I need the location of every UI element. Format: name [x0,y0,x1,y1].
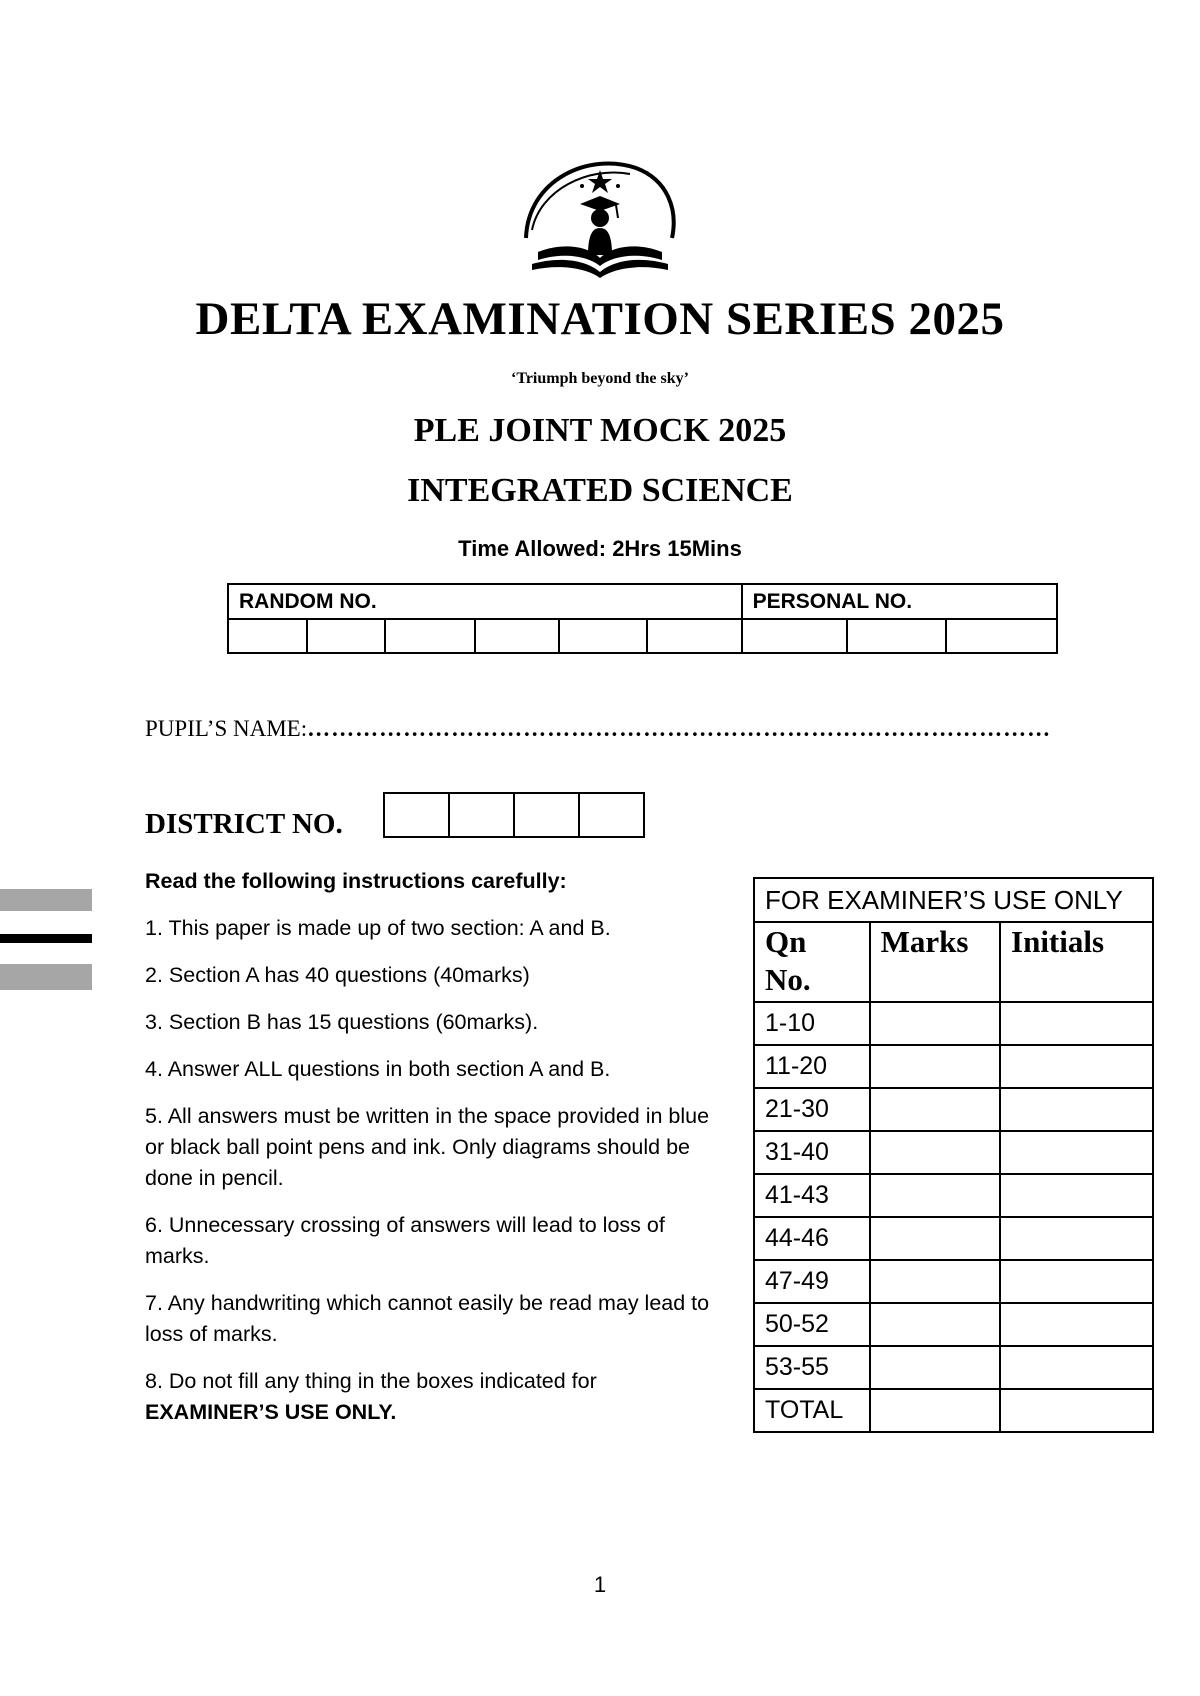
initials-cell[interactable] [1000,1303,1153,1346]
instruction-item: 5. All answers must be written in the space provided in blue or black ball point pens and ink. Only diagrams should be done in pencil. [145,1104,710,1190]
instruction-item: 7. Any handwriting which cannot easily be read may lead to loss of marks. [145,1291,710,1346]
column-header-qn-line2: No. [765,962,811,997]
column-header-initials: Initials [1000,922,1153,1002]
personal-number-label: PERSONAL NO. [742,584,1057,619]
question-range-cell: 47-49 [754,1260,870,1303]
question-range-cell: 11-20 [754,1045,870,1088]
instruction-item: 3. Section B has 15 questions (60marks). [145,1010,539,1034]
examiner-use-table [753,877,1154,1433]
instruction-item-bold: EXAMINER’S USE ONLY. [145,1400,397,1424]
instruction-item: 2. Section A has 40 questions (40marks) [145,963,530,987]
table-row [754,1045,1153,1088]
personal-number-box[interactable] [946,619,1057,653]
question-range-cell: 41-43 [754,1174,870,1217]
table-row [754,1346,1153,1389]
personal-number-box[interactable] [742,619,848,653]
personal-number-box[interactable] [847,619,946,653]
instruction-item [145,1366,715,1428]
marks-cell[interactable] [870,1217,1000,1260]
candidate-number-table [227,583,1058,654]
random-number-box[interactable] [307,619,385,653]
marks-cell[interactable] [870,1131,1000,1174]
table-row [754,1260,1153,1303]
table-row [754,1217,1153,1260]
random-number-box[interactable] [475,619,559,653]
table-row [754,1303,1153,1346]
instruction-item: 4. Answer ALL questions in both section A and B. [145,1057,611,1081]
question-range-cell: 53-55 [754,1346,870,1389]
marks-cell[interactable] [870,1045,1000,1088]
pupil-name-dotted-line[interactable]: ………………………………………………………………………………… [307,716,1052,741]
initials-cell[interactable] [1000,1131,1153,1174]
initials-cell[interactable] [1000,1346,1153,1389]
exam-series-title: DELTA EXAMINATION SERIES 2025 [195,293,1005,345]
marks-cell[interactable] [870,1002,1000,1045]
question-range-cell: 21-30 [754,1088,870,1131]
pupil-name-field[interactable] [145,716,1051,742]
table-row [754,1389,1153,1432]
instructions [145,866,715,1444]
district-number-box[interactable] [384,793,449,837]
random-number-box[interactable] [559,619,647,653]
question-range-cell: 44-46 [754,1217,870,1260]
pupil-name-label: PUPIL’S NAME: [145,716,308,741]
random-number-box[interactable] [647,619,742,653]
margin-bar [0,934,92,943]
time-allowed: Time Allowed: 2Hrs 15Mins [458,536,742,561]
random-number-box[interactable] [228,619,307,653]
marks-cell[interactable] [870,1346,1000,1389]
page-number: 1 [593,1572,607,1597]
district-number-box[interactable] [514,793,579,837]
motto: ‘Triumph beyond the sky’ [511,370,689,387]
table-row [754,1002,1153,1045]
random-number-label: RANDOM NO. [228,584,742,619]
initials-cell[interactable] [1000,1045,1153,1088]
table-row [754,1088,1153,1131]
district-number-label: DISTRICT NO. [145,808,343,840]
initials-cell[interactable] [1000,1174,1153,1217]
exam-name: PLE JOINT MOCK 2025 [413,412,787,449]
margin-bar [0,964,92,990]
instructions-heading: Read the following instructions carefully: [145,869,567,893]
instruction-item: 1. This paper is made up of two section: A and B. [145,916,611,940]
initials-cell[interactable] [1000,1260,1153,1303]
column-header-qn [754,922,870,1002]
district-number-box[interactable] [449,793,514,837]
question-range-cell: 1-10 [754,1002,870,1045]
examiner-table-title: FOR EXAMINER’S USE ONLY [754,878,1153,922]
marks-cell[interactable] [870,1174,1000,1217]
subject-title: INTEGRATED SCIENCE [407,472,793,509]
district-number-box[interactable] [579,793,644,837]
total-initials-cell[interactable] [1000,1389,1153,1432]
total-marks-cell[interactable] [870,1389,1000,1432]
marks-cell[interactable] [870,1088,1000,1131]
marks-cell[interactable] [870,1260,1000,1303]
margin-bar [0,889,92,911]
total-label-cell: TOTAL [754,1389,870,1432]
column-header-marks: Marks [870,922,1000,1002]
column-header-qn-line1: Qn [765,924,807,959]
instruction-item-text: 8. Do not fill any thing in the boxes indicated for [145,1369,597,1393]
question-range-cell: 50-52 [754,1303,870,1346]
district-number-boxes [383,792,645,838]
table-row [754,1174,1153,1217]
table-row [754,1131,1153,1174]
question-range-cell: 31-40 [754,1131,870,1174]
initials-cell[interactable] [1000,1088,1153,1131]
random-number-box[interactable] [385,619,476,653]
initials-cell[interactable] [1000,1002,1153,1045]
initials-cell[interactable] [1000,1217,1153,1260]
graduate-on-open-book-logo-icon [518,160,682,280]
instruction-item: 6. Unnecessary crossing of answers will lead to loss of marks. [145,1213,665,1268]
marks-cell[interactable] [870,1303,1000,1346]
